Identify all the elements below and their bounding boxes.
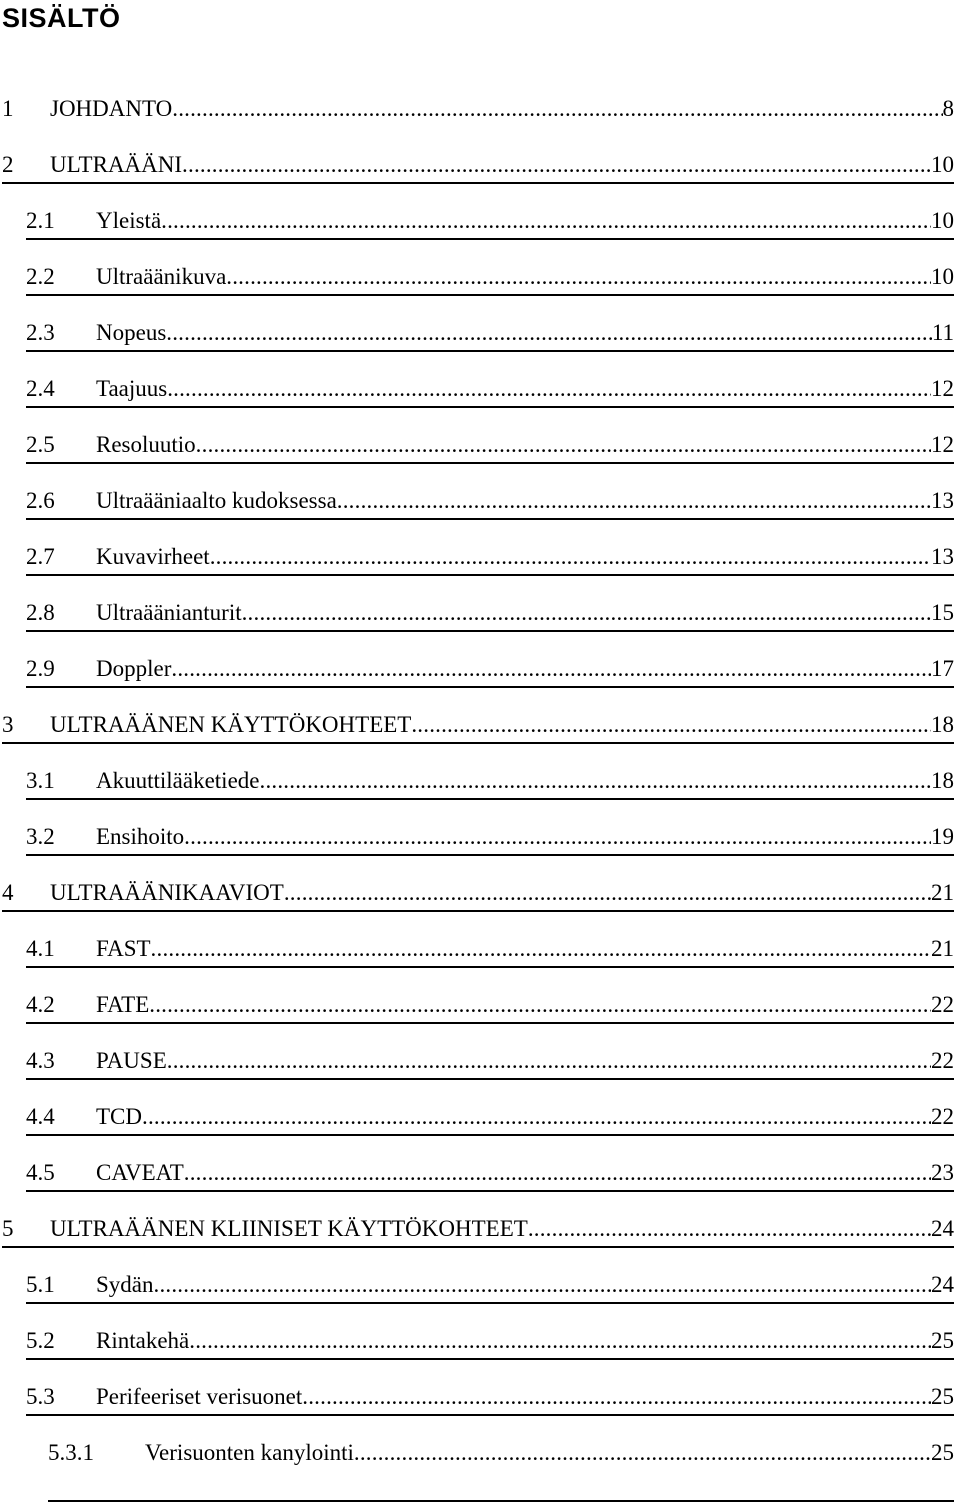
toc-label: FAST bbox=[96, 936, 151, 961]
dot-leader bbox=[284, 879, 931, 910]
toc-page-number: 8 bbox=[942, 96, 954, 121]
toc-page-number: 18 bbox=[931, 768, 954, 793]
toc-page-number: 22 bbox=[931, 1104, 954, 1129]
toc-label: CAVEAT bbox=[96, 1160, 184, 1185]
toc-label: Ultraäänianturit bbox=[96, 600, 242, 625]
dot-leader bbox=[184, 823, 931, 854]
toc-number: 2.2 bbox=[26, 264, 55, 289]
toc-label: ULTRAÄÄNIKAAVIOT bbox=[50, 880, 284, 905]
toc-label: Kuvavirheet bbox=[96, 544, 210, 569]
toc-entry[interactable] bbox=[26, 428, 954, 464]
toc-number: 2.8 bbox=[26, 600, 55, 625]
toc-number: 3.2 bbox=[26, 824, 55, 849]
toc-number: 3 bbox=[2, 712, 14, 737]
toc-number: 4.4 bbox=[26, 1104, 55, 1129]
toc-entry[interactable] bbox=[26, 260, 954, 296]
toc-entry[interactable] bbox=[26, 540, 954, 576]
dot-leader bbox=[337, 487, 931, 518]
dot-leader bbox=[411, 711, 931, 742]
toc-number: 5 bbox=[2, 1216, 14, 1241]
dot-leader bbox=[260, 767, 932, 798]
toc-page-number: 10 bbox=[931, 152, 954, 177]
toc-number: 2.1 bbox=[26, 208, 55, 233]
toc-page-number: 25 bbox=[931, 1384, 954, 1409]
toc-number: 2.3 bbox=[26, 320, 55, 345]
toc-page-number: 11 bbox=[931, 320, 954, 345]
toc-label: Sydän bbox=[96, 1272, 154, 1297]
toc-label: Rintakehä bbox=[96, 1328, 190, 1353]
toc-label: JOHDANTO bbox=[50, 96, 173, 121]
toc-entry[interactable] bbox=[26, 1324, 954, 1360]
dot-leader bbox=[154, 1271, 932, 1302]
toc-number: 2.6 bbox=[26, 488, 55, 513]
toc-entry[interactable] bbox=[26, 1380, 954, 1416]
toc-entry[interactable] bbox=[26, 652, 954, 688]
dot-leader bbox=[210, 543, 931, 574]
toc-page-number: 13 bbox=[931, 488, 954, 513]
toc-page-number: 12 bbox=[931, 432, 954, 457]
toc-entry[interactable] bbox=[26, 820, 954, 856]
toc-page-number: 13 bbox=[931, 544, 954, 569]
toc-number: 2.7 bbox=[26, 544, 55, 569]
toc-number: 5.2 bbox=[26, 1328, 55, 1353]
toc-entry[interactable] bbox=[26, 204, 954, 240]
toc-number: 3.1 bbox=[26, 768, 55, 793]
toc-label: Ultraäänikuva bbox=[96, 264, 227, 289]
toc-number: 4.3 bbox=[26, 1048, 55, 1073]
toc-number: 4.5 bbox=[26, 1160, 55, 1185]
toc-label: Nopeus bbox=[96, 320, 167, 345]
toc-label: Verisuonten kanylointi bbox=[145, 1440, 354, 1465]
toc-number: 4.1 bbox=[26, 936, 55, 961]
toc-label: TCD bbox=[96, 1104, 142, 1129]
dot-leader bbox=[196, 431, 931, 462]
toc-page-number: 22 bbox=[931, 992, 954, 1017]
toc-page-number: 21 bbox=[931, 936, 954, 961]
dot-leader bbox=[166, 319, 932, 350]
toc-entry[interactable] bbox=[48, 1436, 954, 1470]
toc-entry[interactable] bbox=[26, 484, 954, 520]
toc-entry[interactable] bbox=[26, 372, 954, 408]
dot-leader bbox=[354, 1439, 931, 1470]
toc-label: Ensihoito bbox=[96, 824, 185, 849]
toc-number: 2.9 bbox=[26, 656, 55, 681]
toc-entry[interactable] bbox=[2, 148, 954, 184]
toc-entry[interactable] bbox=[26, 316, 954, 352]
toc-label: ULTRAÄÄNEN KÄYTTÖKOHTEET bbox=[50, 712, 412, 737]
toc-number: 5.3 bbox=[26, 1384, 55, 1409]
dot-leader bbox=[149, 991, 931, 1022]
toc-page-number: 10 bbox=[931, 264, 954, 289]
dot-leader bbox=[189, 1327, 931, 1358]
toc-label: Yleistä bbox=[96, 208, 162, 233]
dot-leader bbox=[167, 1047, 931, 1078]
toc-number: 2.5 bbox=[26, 432, 55, 457]
toc-entry[interactable] bbox=[26, 1156, 954, 1192]
page-title: SISÄLTÖ bbox=[2, 3, 121, 33]
toc-entry[interactable] bbox=[2, 708, 954, 744]
toc-label: FATE bbox=[96, 992, 150, 1017]
toc-page-number: 12 bbox=[931, 376, 954, 401]
toc-label: Perifeeriset verisuonet bbox=[96, 1384, 303, 1409]
toc-entry[interactable] bbox=[2, 92, 954, 126]
dot-leader bbox=[242, 599, 931, 630]
toc-label: PAUSE bbox=[96, 1048, 167, 1073]
dot-leader bbox=[302, 1383, 931, 1414]
toc-page-number: 24 bbox=[931, 1272, 954, 1297]
dot-leader bbox=[142, 1103, 931, 1134]
bottom-divider bbox=[48, 1500, 954, 1502]
toc-entry[interactable] bbox=[2, 1212, 954, 1248]
dot-leader bbox=[171, 655, 931, 686]
dot-leader bbox=[184, 1159, 931, 1190]
toc-page-number: 24 bbox=[931, 1216, 954, 1241]
dot-leader bbox=[226, 263, 931, 294]
dot-leader bbox=[151, 935, 931, 966]
toc-label: Resoluutio bbox=[96, 432, 196, 457]
dot-leader bbox=[172, 95, 942, 126]
toc-entry[interactable] bbox=[26, 932, 954, 968]
toc-page-number: 19 bbox=[931, 824, 954, 849]
toc-label: Akuuttilääketiede bbox=[96, 768, 260, 793]
toc-entry[interactable] bbox=[26, 1044, 954, 1080]
toc-label: ULTRAÄÄNI bbox=[50, 152, 183, 177]
toc-page-number: 22 bbox=[931, 1048, 954, 1073]
toc-number: 1 bbox=[2, 96, 14, 121]
dot-leader bbox=[167, 375, 931, 406]
toc-page-number: 25 bbox=[931, 1440, 954, 1465]
toc-page-number: 15 bbox=[931, 600, 954, 625]
toc-number: 5.1 bbox=[26, 1272, 55, 1297]
toc-label: ULTRAÄÄNEN KLIINISET KÄYTTÖKOHTEET bbox=[50, 1216, 528, 1241]
toc-page-number: 21 bbox=[931, 880, 954, 905]
toc-entry[interactable] bbox=[26, 1100, 954, 1136]
toc-number: 4 bbox=[2, 880, 14, 905]
toc-label: Doppler bbox=[96, 656, 172, 681]
toc-page-number: 25 bbox=[931, 1328, 954, 1353]
toc-page-number: 23 bbox=[931, 1160, 954, 1185]
toc-entry[interactable] bbox=[26, 764, 954, 800]
dot-leader bbox=[528, 1215, 931, 1246]
toc-label: Taajuus bbox=[96, 376, 168, 401]
toc-label: Ultraääniaalto kudoksessa bbox=[96, 488, 337, 513]
toc-number: 5.3.1 bbox=[48, 1440, 94, 1465]
toc-entry[interactable] bbox=[26, 988, 954, 1024]
toc-number: 2 bbox=[2, 152, 14, 177]
toc-page-number: 17 bbox=[931, 656, 954, 681]
toc-entry[interactable] bbox=[26, 596, 954, 632]
dot-leader bbox=[182, 151, 931, 182]
toc-entry[interactable] bbox=[26, 1268, 954, 1304]
toc-number: 4.2 bbox=[26, 992, 55, 1017]
toc-page-number: 10 bbox=[931, 208, 954, 233]
toc-number: 2.4 bbox=[26, 376, 55, 401]
dot-leader bbox=[161, 207, 931, 238]
toc-entry[interactable] bbox=[2, 876, 954, 912]
toc-page-number: 18 bbox=[931, 712, 954, 737]
